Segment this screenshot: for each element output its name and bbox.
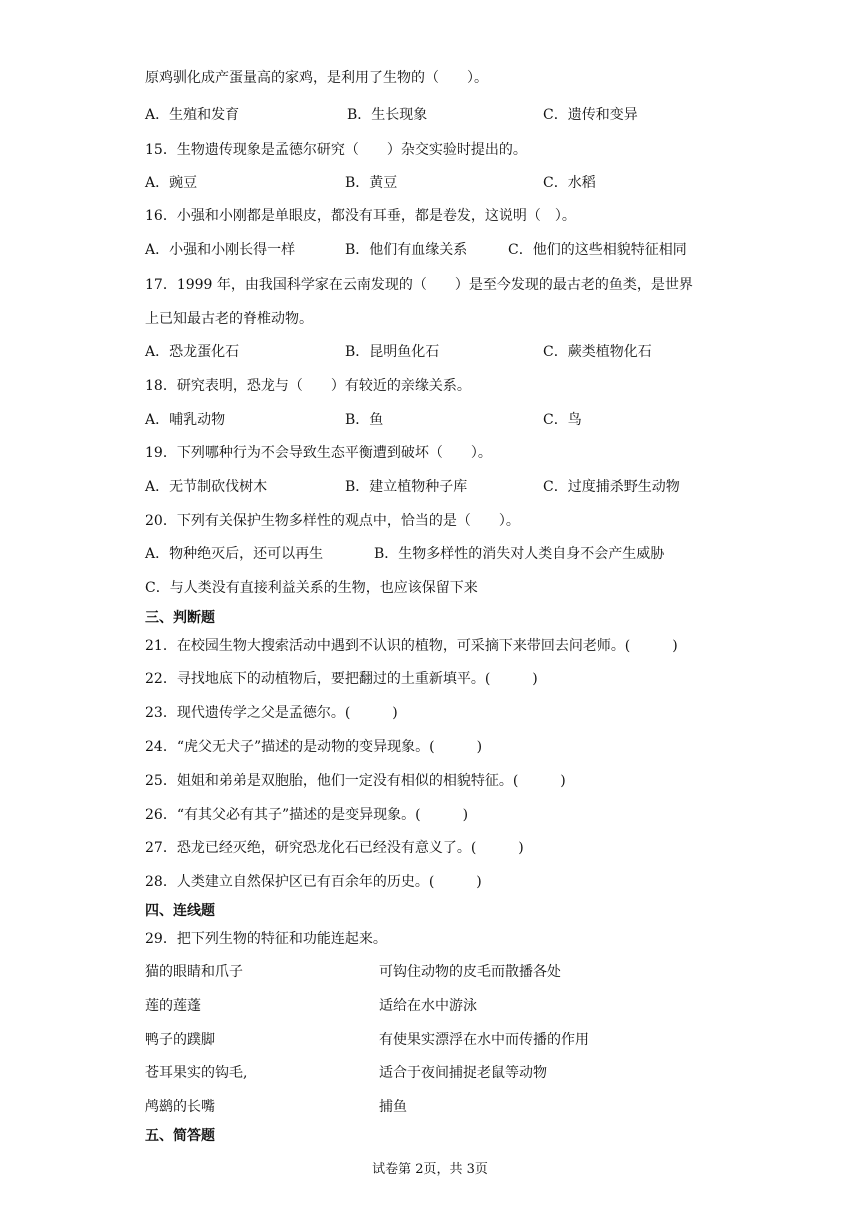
judge-item-25: 25．姐姐和弟弟是双胞胎，他们一定没有相似的相貌特征。( ) — [145, 773, 566, 789]
q16-option-a: A．小强和小刚长得一样 — [145, 242, 296, 258]
q19-option-a: A．无节制砍伐树木 — [145, 479, 268, 495]
page-footer: 试卷第 2页，共 3页 — [372, 1162, 488, 1177]
match-right-2: 适给在水中游泳 — [379, 998, 477, 1014]
judge-item-27: 27．恐龙已经灭绝，研究恐龙化石已经没有意义了。( ) — [145, 840, 524, 856]
q18-stem: 18．研究表明，恐龙与（ ）有较近的亲缘关系。 — [145, 378, 471, 394]
q20-option-b: B．生物多样性的消失对人类自身不会产生威胁 — [374, 546, 665, 562]
q17-option-b: B．昆明鱼化石 — [345, 344, 440, 360]
q15-option-b: B．黄豆 — [345, 175, 398, 191]
section-heading-matching: 四、连线题 — [145, 903, 215, 919]
q16-stem: 16．小强和小刚都是单眼皮，都没有耳垂，都是卷发，这说明（ ）。 — [145, 208, 576, 224]
q19-option-b: B．建立植物种子库 — [345, 479, 468, 495]
judge-item-22: 22．寻找地底下的动植物后，要把翻过的土重新填平。( ) — [145, 671, 538, 687]
match-left-1: 猫的眼睛和爪子 — [145, 964, 243, 980]
q14-stem-tail: 原鸡驯化成产蛋量高的家鸡，是利用了生物的（ ）。 — [145, 70, 488, 86]
q20-option-c: C．与人类没有直接利益关系的生物，也应该保留下来 — [145, 580, 478, 596]
section-heading-short-answer: 五、简答题 — [145, 1128, 215, 1144]
q17-stem-line2: 上已知最古老的脊椎动物。 — [145, 311, 313, 327]
match-right-5: 捕鱼 — [379, 1099, 407, 1115]
q15-option-c: C．水稻 — [543, 175, 596, 191]
q18-option-b: B．鱼 — [345, 412, 384, 428]
q18-option-c: C．鸟 — [543, 412, 582, 428]
q14-option-c: C．遗传和变异 — [543, 107, 638, 123]
q15-option-a: A．豌豆 — [145, 175, 198, 191]
match-left-5: 鸬鹚的长嘴 — [145, 1099, 215, 1115]
match-right-3: 有使果实漂浮在水中而传播的作用 — [379, 1032, 589, 1048]
q14-option-a: A．生殖和发育 — [145, 107, 240, 123]
match-left-4: 苍耳果实的钩毛, — [145, 1065, 248, 1081]
match-right-4: 适合于夜间捕捉老鼠等动物 — [379, 1065, 547, 1081]
q19-option-c: C．过度捕杀野生动物 — [543, 479, 680, 495]
judge-item-24: 24．“虎父无犬子”描述的是动物的变异现象。( ) — [145, 739, 483, 755]
judge-item-21: 21．在校园生物大搜索活动中遇到不认识的植物，可采摘下来带回去问老师。( ) — [145, 638, 678, 654]
match-right-1: 可钩住动物的皮毛而散播各处 — [379, 964, 561, 980]
q14-option-b: B．生长现象 — [347, 107, 428, 123]
q15-stem: 15．生物遗传现象是孟德尔研究（ ）杂交实验时提出的。 — [145, 142, 527, 158]
judge-item-26: 26．“有其父必有其子”描述的是变异现象。( ) — [145, 807, 469, 823]
q17-option-a: A．恐龙蛋化石 — [145, 344, 240, 360]
q16-option-b: B．他们有血缘关系 — [345, 242, 468, 258]
match-left-2: 莲的莲蓬 — [145, 998, 201, 1014]
judge-item-23: 23．现代遗传学之父是孟德尔。( ) — [145, 705, 398, 721]
q16-option-c: C．他们的这些相貌特征相同 — [508, 242, 687, 258]
q29-stem: 29．把下列生物的特征和功能连起来。 — [145, 931, 387, 947]
match-left-3: 鸭子的蹼脚 — [145, 1032, 215, 1048]
q19-stem: 19．下列哪种行为不会导致生态平衡遭到破坏（ ）。 — [145, 445, 492, 461]
section-heading-judgement: 三、判断题 — [145, 610, 215, 626]
q20-option-a: A．物种绝灭后，还可以再生 — [145, 546, 324, 562]
judge-item-28: 28．人类建立自然保护区已有百余年的历史。( ) — [145, 874, 482, 890]
q17-stem-line1: 17．1999 年，由我国科学家在云南发现的（ ）是至今发现的最古老的鱼类，是世界 — [145, 277, 693, 293]
q20-stem: 20．下列有关保护生物多样性的观点中，恰当的是（ ）。 — [145, 513, 520, 529]
q17-option-c: C．蕨类植物化石 — [543, 344, 652, 360]
q18-option-a: A．哺乳动物 — [145, 412, 226, 428]
